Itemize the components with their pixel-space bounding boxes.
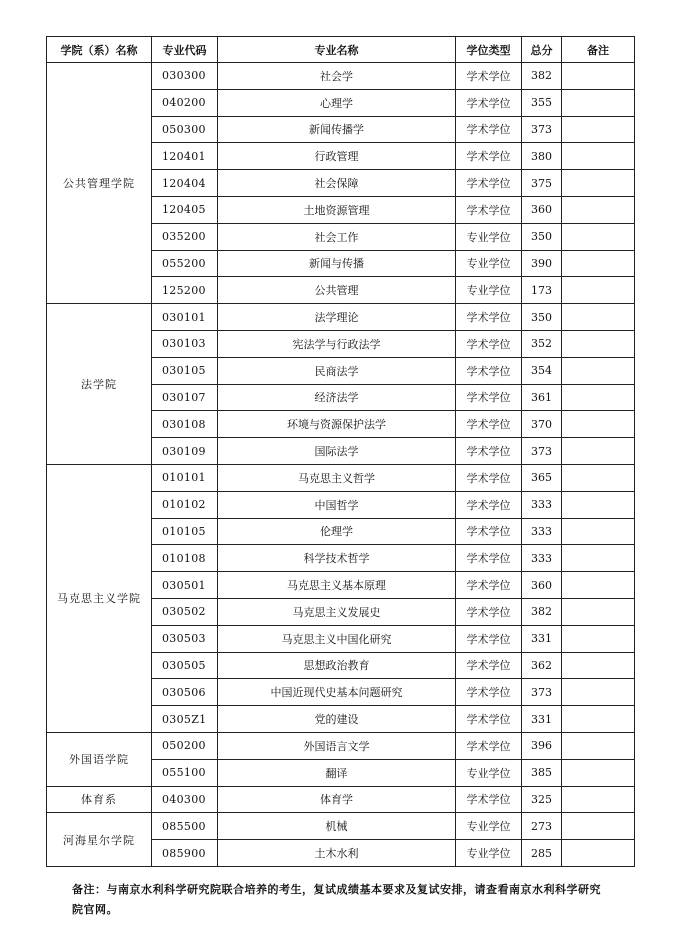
degree-type-cell: 学术学位 xyxy=(456,491,522,518)
major-name-cell: 翻译 xyxy=(218,759,456,786)
remark-cell xyxy=(562,491,635,518)
code-cell: 010102 xyxy=(152,491,218,518)
total-score-cell: 396 xyxy=(522,732,562,759)
header-degree-type: 学位类型 xyxy=(456,37,522,63)
total-score-cell: 390 xyxy=(522,250,562,277)
remark-cell xyxy=(562,652,635,679)
major-name-cell: 经济法学 xyxy=(218,384,456,411)
degree-type-cell: 学术学位 xyxy=(456,786,522,813)
remark-cell xyxy=(562,545,635,572)
major-name-cell: 中国哲学 xyxy=(218,491,456,518)
remark-cell xyxy=(562,277,635,304)
total-score-cell: 350 xyxy=(522,304,562,331)
college-name-cell: 公共管理学院 xyxy=(47,63,152,304)
footnote: 备注：与南京水利科学研究院联合培养的考生，复试成绩基本要求及复试安排，请查看南京水利科学研究院官网。 xyxy=(72,883,601,916)
major-name-cell: 体育学 xyxy=(218,786,456,813)
code-cell: 030101 xyxy=(152,304,218,331)
major-name-cell: 公共管理 xyxy=(218,277,456,304)
total-score-cell: 333 xyxy=(522,545,562,572)
remark-cell xyxy=(562,384,635,411)
degree-type-cell: 专业学位 xyxy=(456,250,522,277)
code-cell: 030506 xyxy=(152,679,218,706)
code-cell: 035200 xyxy=(152,223,218,250)
code-cell: 055200 xyxy=(152,250,218,277)
table-row xyxy=(47,786,635,813)
degree-type-cell: 学术学位 xyxy=(456,63,522,90)
code-cell: 050200 xyxy=(152,732,218,759)
header-college: 学院（系）名称 xyxy=(47,37,152,63)
total-score-cell: 333 xyxy=(522,518,562,545)
total-score-cell: 362 xyxy=(522,652,562,679)
remark-cell xyxy=(562,813,635,840)
college-name-cell: 法学院 xyxy=(47,304,152,465)
degree-type-cell: 学术学位 xyxy=(456,196,522,223)
code-cell: 030502 xyxy=(152,598,218,625)
degree-type-cell: 学术学位 xyxy=(456,572,522,599)
code-cell: 040300 xyxy=(152,786,218,813)
total-score-cell: 350 xyxy=(522,223,562,250)
major-name-cell: 心理学 xyxy=(218,89,456,116)
remark-cell xyxy=(562,706,635,733)
total-score-cell: 375 xyxy=(522,170,562,197)
total-score-cell: 333 xyxy=(522,491,562,518)
degree-type-cell: 学术学位 xyxy=(456,116,522,143)
total-score-cell: 173 xyxy=(522,277,562,304)
degree-type-cell: 学术学位 xyxy=(456,732,522,759)
degree-type-cell: 专业学位 xyxy=(456,223,522,250)
total-score-cell: 380 xyxy=(522,143,562,170)
code-cell: 030503 xyxy=(152,625,218,652)
degree-type-cell: 学术学位 xyxy=(456,679,522,706)
remark-cell xyxy=(562,330,635,357)
total-score-cell: 360 xyxy=(522,572,562,599)
major-name-cell: 马克思主义中国化研究 xyxy=(218,625,456,652)
code-cell: 010101 xyxy=(152,464,218,491)
degree-type-cell: 学术学位 xyxy=(456,706,522,733)
college-name-cell: 外国语学院 xyxy=(47,732,152,786)
major-name-cell: 科学技术哲学 xyxy=(218,545,456,572)
major-name-cell: 宪法学与行政法学 xyxy=(218,330,456,357)
degree-type-cell: 学术学位 xyxy=(456,438,522,465)
major-name-cell: 新闻传播学 xyxy=(218,116,456,143)
code-cell: 030107 xyxy=(152,384,218,411)
table-row xyxy=(47,63,635,90)
major-name-cell: 社会工作 xyxy=(218,223,456,250)
major-name-cell: 机械 xyxy=(218,813,456,840)
total-score-cell: 382 xyxy=(522,598,562,625)
remark-cell xyxy=(562,89,635,116)
remark-cell xyxy=(562,196,635,223)
code-cell: 085900 xyxy=(152,840,218,867)
degree-type-cell: 学术学位 xyxy=(456,170,522,197)
code-cell: 120401 xyxy=(152,143,218,170)
total-score-cell: 352 xyxy=(522,330,562,357)
table-row xyxy=(47,304,635,331)
code-cell: 050300 xyxy=(152,116,218,143)
major-name-cell: 伦理学 xyxy=(218,518,456,545)
degree-type-cell: 学术学位 xyxy=(456,304,522,331)
college-name-cell: 体育系 xyxy=(47,786,152,813)
code-cell: 010105 xyxy=(152,518,218,545)
remark-cell xyxy=(562,759,635,786)
major-name-cell: 马克思主义哲学 xyxy=(218,464,456,491)
total-score-cell: 331 xyxy=(522,625,562,652)
remark-cell xyxy=(562,598,635,625)
degree-type-cell: 专业学位 xyxy=(456,840,522,867)
table-row xyxy=(47,813,635,840)
degree-type-cell: 专业学位 xyxy=(456,759,522,786)
degree-type-cell: 专业学位 xyxy=(456,813,522,840)
code-cell: 030505 xyxy=(152,652,218,679)
remark-cell xyxy=(562,170,635,197)
major-name-cell: 民商法学 xyxy=(218,357,456,384)
major-name-cell: 法学理论 xyxy=(218,304,456,331)
total-score-cell: 273 xyxy=(522,813,562,840)
total-score-cell: 354 xyxy=(522,357,562,384)
code-cell: 040200 xyxy=(152,89,218,116)
code-cell: 120405 xyxy=(152,196,218,223)
major-name-cell: 土木水利 xyxy=(218,840,456,867)
degree-type-cell: 专业学位 xyxy=(456,277,522,304)
degree-type-cell: 学术学位 xyxy=(456,545,522,572)
total-score-cell: 365 xyxy=(522,464,562,491)
header-major: 专业名称 xyxy=(218,37,456,63)
major-name-cell: 马克思主义基本原理 xyxy=(218,572,456,599)
remark-cell xyxy=(562,518,635,545)
total-score-cell: 373 xyxy=(522,679,562,706)
major-name-cell: 国际法学 xyxy=(218,438,456,465)
header-total-score: 总分 xyxy=(522,37,562,63)
code-cell: 030108 xyxy=(152,411,218,438)
degree-type-cell: 学术学位 xyxy=(456,357,522,384)
total-score-cell: 285 xyxy=(522,840,562,867)
degree-type-cell: 学术学位 xyxy=(456,330,522,357)
code-cell: 085500 xyxy=(152,813,218,840)
remark-cell xyxy=(562,438,635,465)
remark-cell xyxy=(562,143,635,170)
total-score-cell: 382 xyxy=(522,63,562,90)
score-table-container xyxy=(46,36,635,867)
remark-cell xyxy=(562,625,635,652)
major-name-cell: 土地资源管理 xyxy=(218,196,456,223)
total-score-cell: 325 xyxy=(522,786,562,813)
remark-cell xyxy=(562,250,635,277)
remark-cell xyxy=(562,223,635,250)
total-score-cell: 385 xyxy=(522,759,562,786)
table-row xyxy=(47,464,635,491)
degree-type-cell: 学术学位 xyxy=(456,384,522,411)
remark-cell xyxy=(562,679,635,706)
remark-cell xyxy=(562,304,635,331)
table-row xyxy=(47,732,635,759)
total-score-cell: 331 xyxy=(522,706,562,733)
remark-cell xyxy=(562,411,635,438)
total-score-cell: 373 xyxy=(522,116,562,143)
major-name-cell: 社会保障 xyxy=(218,170,456,197)
remark-cell xyxy=(562,840,635,867)
major-name-cell: 党的建设 xyxy=(218,706,456,733)
degree-type-cell: 学术学位 xyxy=(456,652,522,679)
college-name-cell: 马克思主义学院 xyxy=(47,464,152,732)
total-score-cell: 360 xyxy=(522,196,562,223)
degree-type-cell: 学术学位 xyxy=(456,625,522,652)
code-cell: 125200 xyxy=(152,277,218,304)
code-cell: 010108 xyxy=(152,545,218,572)
degree-type-cell: 学术学位 xyxy=(456,89,522,116)
degree-type-cell: 学术学位 xyxy=(456,598,522,625)
code-cell: 030103 xyxy=(152,330,218,357)
total-score-cell: 370 xyxy=(522,411,562,438)
degree-type-cell: 学术学位 xyxy=(456,518,522,545)
major-name-cell: 社会学 xyxy=(218,63,456,90)
code-cell: 055100 xyxy=(152,759,218,786)
college-name-cell: 河海星尔学院 xyxy=(47,813,152,867)
code-cell: 120404 xyxy=(152,170,218,197)
degree-type-cell: 学术学位 xyxy=(456,464,522,491)
code-cell: 030300 xyxy=(152,63,218,90)
major-name-cell: 行政管理 xyxy=(218,143,456,170)
major-name-cell: 中国近现代史基本问题研究 xyxy=(218,679,456,706)
remark-cell xyxy=(562,357,635,384)
major-name-cell: 外国语言文学 xyxy=(218,732,456,759)
code-cell: 030105 xyxy=(152,357,218,384)
remark-cell xyxy=(562,63,635,90)
header-remark: 备注 xyxy=(562,37,635,63)
remark-cell xyxy=(562,464,635,491)
remark-cell xyxy=(562,732,635,759)
total-score-cell: 355 xyxy=(522,89,562,116)
degree-type-cell: 学术学位 xyxy=(456,411,522,438)
remark-cell xyxy=(562,786,635,813)
remark-cell xyxy=(562,116,635,143)
table-header-row xyxy=(47,37,635,63)
major-name-cell: 环境与资源保护法学 xyxy=(218,411,456,438)
header-code: 专业代码 xyxy=(152,37,218,63)
major-name-cell: 马克思主义发展史 xyxy=(218,598,456,625)
total-score-cell: 373 xyxy=(522,438,562,465)
degree-type-cell: 学术学位 xyxy=(456,143,522,170)
total-score-cell: 361 xyxy=(522,384,562,411)
major-name-cell: 新闻与传播 xyxy=(218,250,456,277)
code-cell: 0305Z1 xyxy=(152,706,218,733)
major-name-cell: 思想政治教育 xyxy=(218,652,456,679)
remark-cell xyxy=(562,572,635,599)
code-cell: 030501 xyxy=(152,572,218,599)
score-table xyxy=(46,36,635,867)
code-cell: 030109 xyxy=(152,438,218,465)
